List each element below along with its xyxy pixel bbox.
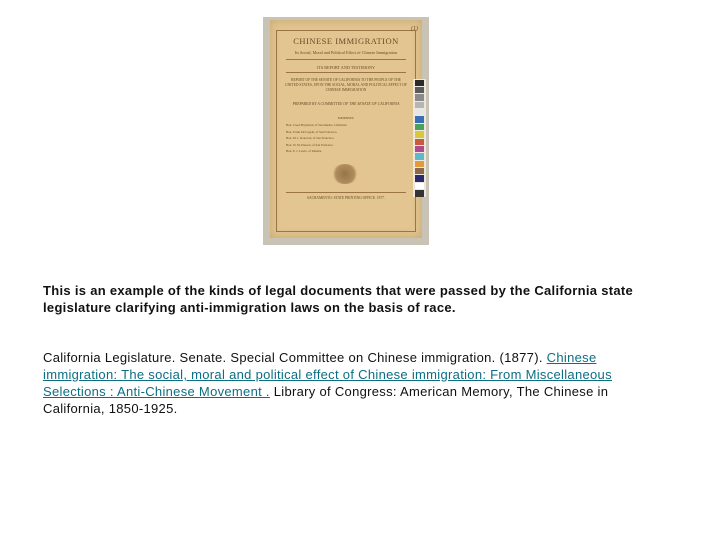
cover-member: Hon. M. J. Donovan, of San Francisco. bbox=[286, 136, 335, 140]
image-caption: This is an example of the kinds of legal documents that were passed by the California state legislature clarifying anti-immigration laws on the basis of race. bbox=[43, 283, 634, 315]
color-swatch bbox=[415, 87, 424, 93]
color-swatch bbox=[415, 183, 424, 189]
cover-rule bbox=[286, 59, 406, 60]
cover-subtitle: Its Social, Moral and Political Effect of Chinese Immigration bbox=[294, 50, 398, 55]
color-swatch bbox=[415, 175, 424, 181]
cover-member: Hon. E. J. Lewis, of Tehama. bbox=[286, 149, 322, 153]
citation-prefix: California Legislature. Senate. Special Committee on Chinese immigration. (1877). bbox=[43, 350, 547, 365]
page-mark: (1) bbox=[411, 26, 418, 32]
color-swatch bbox=[415, 146, 424, 152]
citation-suffix: Library of Congress: American Memory, The Chinese in California, 1850-1925. bbox=[43, 384, 609, 416]
citation-link[interactable]: Chinese immigration: The social, moral and political effect of Chinese immigration: From Miscellaneous Selections : Anti-Chinese Movement . bbox=[43, 350, 612, 399]
cover-body: REPORT OF THE SENATE OF CALIFORNIA TO THE PEOPLE OF THE UNITED STATES, UPON THE SOCIAL, MORAL AND POLITICAL EFFECT OF CHINESE IMMIGRATION bbox=[285, 78, 407, 92]
color-swatch bbox=[415, 124, 424, 130]
cover-rule bbox=[286, 72, 406, 73]
cover-prepared: PREPARED BY A COMMITTEE OF THE SENATE OF CALIFORNIA bbox=[292, 102, 400, 106]
document-photo bbox=[263, 17, 431, 245]
seal-emblem-icon bbox=[331, 164, 359, 184]
color-swatch bbox=[415, 116, 424, 122]
cover-rule bbox=[286, 192, 406, 193]
citation bbox=[43, 349, 643, 417]
color-swatch bbox=[415, 161, 424, 167]
cover-member: Hon. Creed Haymond, of Sacramento, Chairman. bbox=[286, 123, 348, 127]
color-swatch bbox=[415, 94, 424, 100]
cover-member: Hon. W. M. Pierson, of San Francisco. bbox=[286, 142, 334, 147]
color-swatch bbox=[415, 190, 424, 196]
cover-line2: ITS REPORT AND TESTIMONY bbox=[316, 65, 376, 70]
color-calibration-chart bbox=[413, 79, 426, 197]
color-swatch bbox=[415, 139, 424, 145]
color-swatch bbox=[415, 109, 424, 115]
cover-title: CHINESE IMMIGRATION bbox=[293, 36, 399, 46]
color-swatch bbox=[415, 131, 424, 137]
cover-imprint: SACRAMENTO: STATE PRINTING OFFICE. 1877. bbox=[307, 196, 385, 200]
cover-members bbox=[286, 122, 406, 155]
color-swatch bbox=[415, 153, 424, 159]
cover-member: Hon. Frank McCoppin, of San Francisco. bbox=[286, 129, 338, 134]
color-swatch bbox=[415, 168, 424, 174]
color-swatch bbox=[415, 102, 424, 108]
document-cover bbox=[270, 20, 422, 238]
color-swatch bbox=[415, 80, 424, 86]
cover-members-heading: MEMBERS: bbox=[337, 116, 355, 120]
